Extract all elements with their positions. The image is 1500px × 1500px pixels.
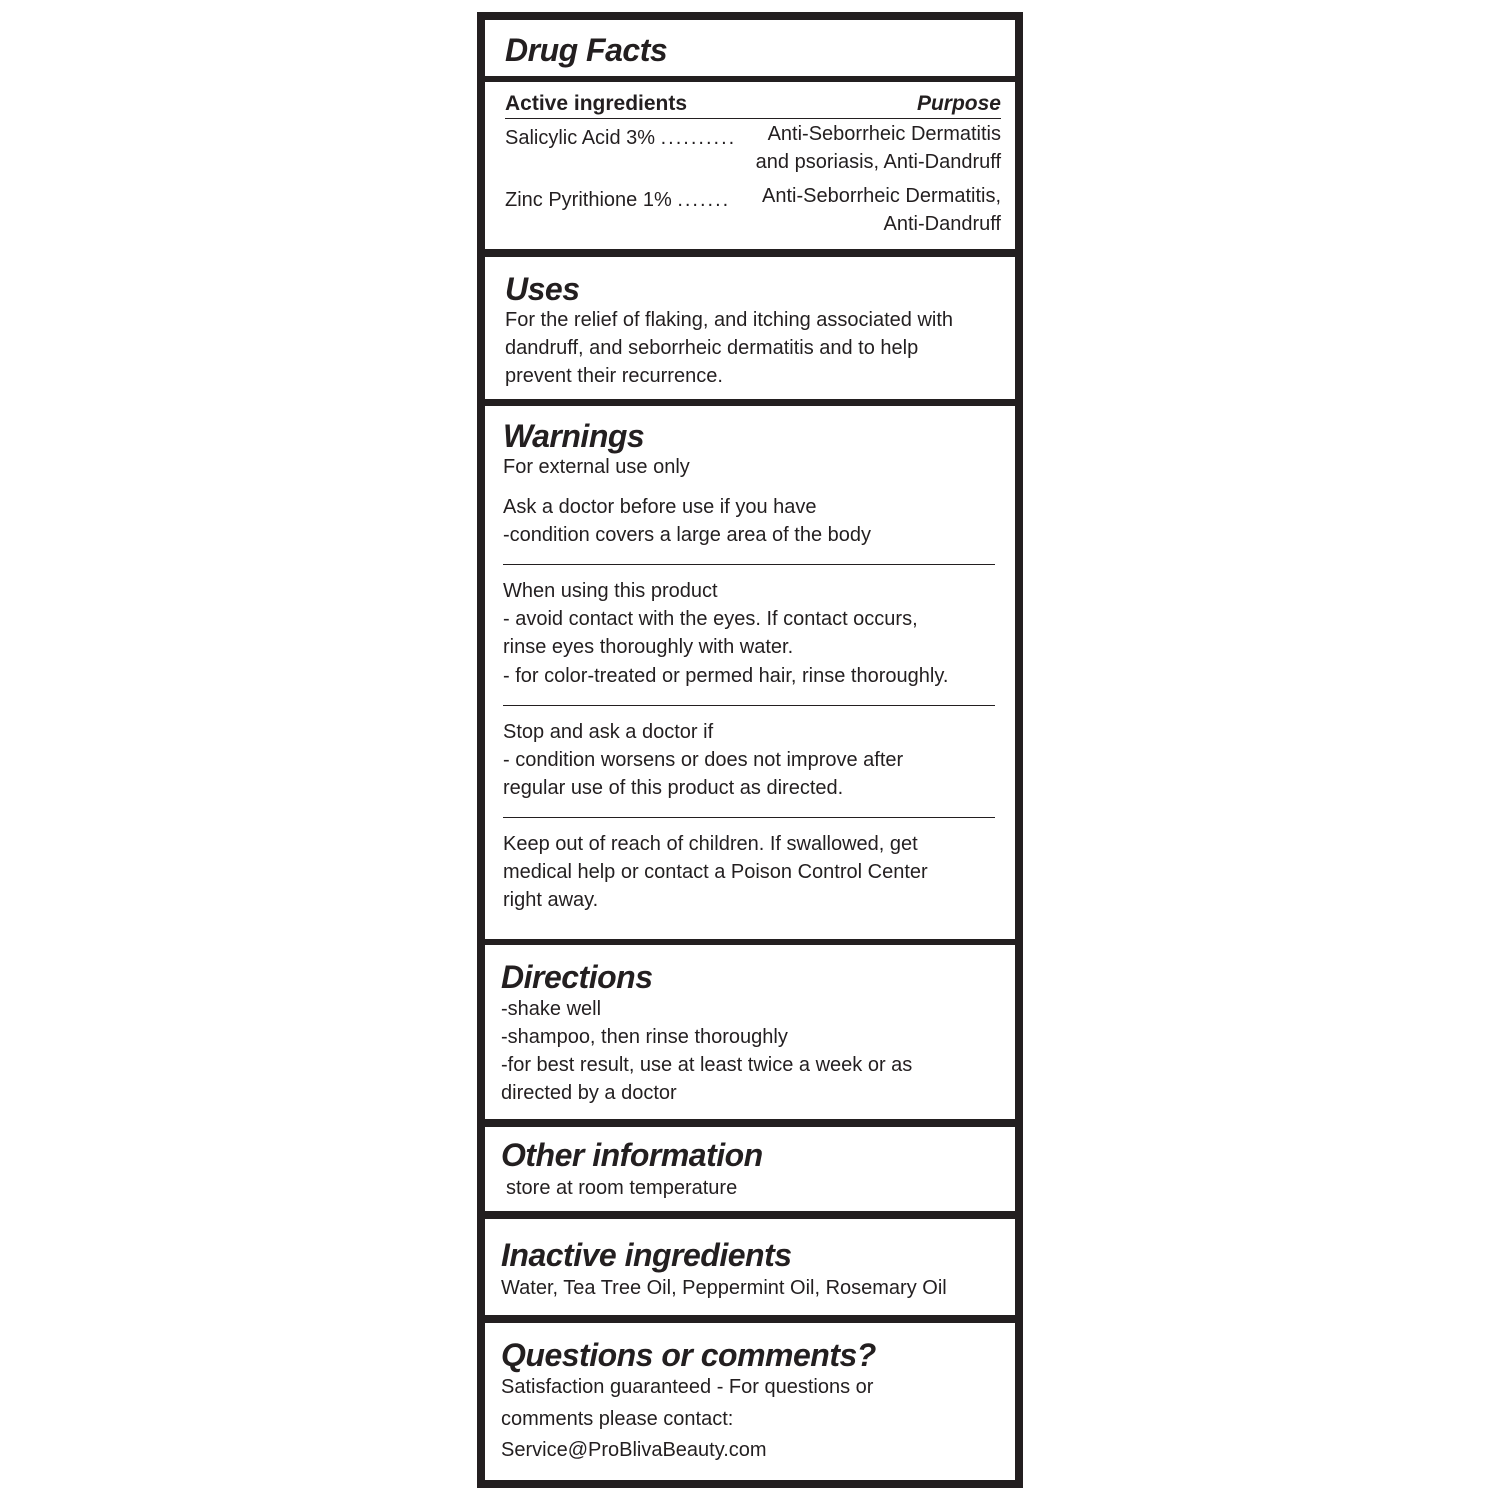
questions-heading: Questions or comments? — [501, 1337, 876, 1373]
uses-line: prevent their recurrence. — [505, 365, 723, 387]
inactive-ingredients-text: Water, Tea Tree Oil, Peppermint Oil, Rosemary Oil — [501, 1277, 947, 1299]
external-use-text: For external use only — [503, 456, 690, 478]
active-ingredient-row — [505, 120, 1001, 178]
directions-line: directed by a doctor — [501, 1082, 677, 1104]
divider — [503, 705, 995, 706]
when-using-line: - avoid contact with the eyes. If contact occurs, — [503, 608, 918, 630]
inactive-ingredients-heading: Inactive ingredients — [501, 1237, 792, 1273]
when-using-line: - for color-treated or permed hair, rinse thoroughly. — [503, 665, 949, 687]
directions-line: -shampoo, then rinse thoroughly — [501, 1026, 788, 1048]
ask-doctor-line: -condition covers a large area of the body — [503, 524, 871, 546]
ingredient-purpose: Anti-Seborrheic Dermatitis — [767, 123, 1001, 145]
ingredient-purpose: and psoriasis, Anti-Dandruff — [755, 151, 1001, 173]
directions-line: -shake well — [501, 998, 602, 1020]
questions-line: comments please contact: — [501, 1408, 734, 1430]
stop-use-line: regular use of this product as directed. — [503, 777, 844, 799]
active-ingredients-heading: Active ingredients — [505, 92, 688, 115]
leader-dots: .......... — [660, 127, 737, 149]
purpose-heading: Purpose — [916, 92, 1001, 115]
warnings-heading: Warnings — [503, 418, 645, 454]
questions-line: Satisfaction guaranteed - For questions or — [501, 1376, 874, 1398]
other-information-box — [485, 1127, 1015, 1211]
keep-out-line: right away. — [503, 889, 599, 911]
leader-dots: ....... — [677, 189, 731, 211]
divider — [503, 564, 995, 565]
ask-doctor-line: Ask a doctor before use if you have — [503, 496, 817, 518]
drug-facts-label — [477, 12, 1023, 1488]
active-ingredients-header — [505, 90, 1001, 119]
uses-line: For the relief of flaking, and itching associated with — [505, 309, 954, 331]
ingredient-name: Zinc Pyrithione 1% — [505, 189, 672, 211]
contact-email: Service@ProBlivaBeauty.com — [501, 1439, 767, 1461]
keep-out-line: medical help or contact a Poison Control Center — [503, 861, 928, 883]
divider — [503, 817, 995, 818]
ingredient-purpose: Anti-Dandruff — [883, 213, 1001, 235]
when-using-line: When using this product — [503, 580, 718, 602]
when-using-line: rinse eyes thoroughly with water. — [503, 636, 794, 658]
uses-heading: Uses — [505, 271, 580, 307]
directions-line: -for best result, use at least twice a week or as — [501, 1054, 913, 1076]
uses-line: dandruff, and seborrheic dermatitis and to help — [505, 337, 919, 359]
uses-box — [485, 257, 1015, 399]
stop-use-line: - condition worsens or does not improve after — [503, 749, 904, 771]
drug-facts-title: Drug Facts — [505, 32, 668, 68]
directions-heading: Directions — [501, 959, 653, 995]
other-information-text: store at room temperature — [506, 1177, 738, 1199]
inactive-ingredients-box — [485, 1219, 1015, 1315]
keep-out-line: Keep out of reach of children. If swallowed, get — [503, 833, 918, 855]
warnings-box — [485, 406, 1015, 939]
directions-box — [485, 945, 1015, 1119]
ingredient-name: Salicylic Acid 3% — [505, 127, 656, 149]
active-ingredient-row — [505, 182, 1001, 240]
other-information-heading: Other information — [501, 1137, 763, 1173]
ingredient-purpose: Anti-Seborrheic Dermatitis, — [762, 185, 1001, 207]
active-ingredients-box — [485, 82, 1015, 249]
stop-use-line: Stop and ask a doctor if — [503, 721, 714, 743]
questions-box — [485, 1323, 1015, 1480]
title-box — [485, 20, 1015, 76]
